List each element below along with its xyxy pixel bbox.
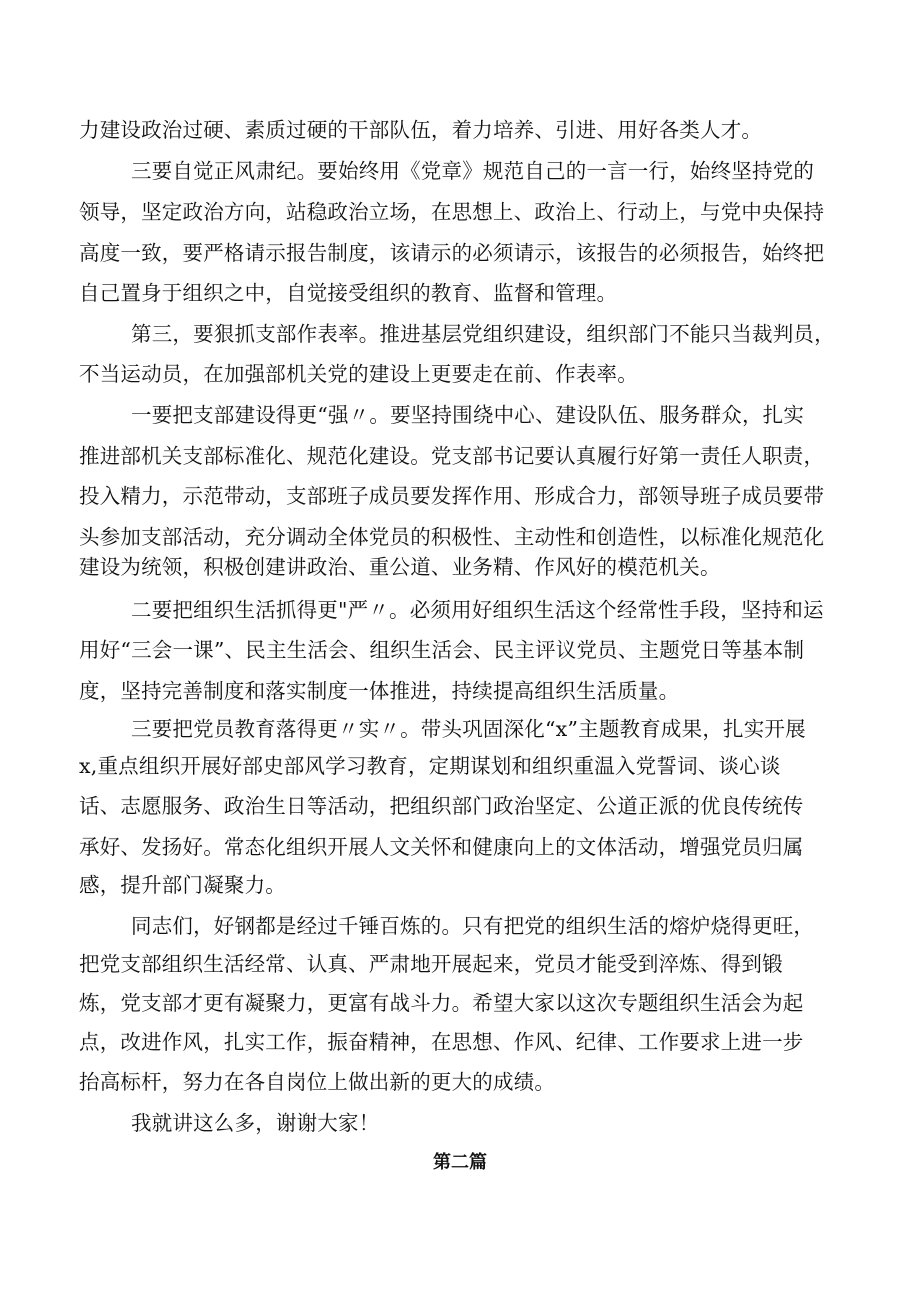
section-heading: 第二篇 <box>433 1152 487 1173</box>
text-line: 投入精力，示范带动，支部班子成员要发挥作用、形成合力，部领导班子成员要带 <box>79 484 825 508</box>
text-line: 炼，党支部才更有凝聚力，更富有战斗力。希望大家以这次专题组织生活会为起 <box>79 991 804 1015</box>
text-line: 三要把党员教育落得更〃实〃。带头巩固深化“x”主题教育成果，扎实开展 <box>131 717 806 741</box>
text-line: 一要把支部建设得更“强〃。要坚持围绕中心、建设队伍、服务群众，扎实 <box>131 403 805 427</box>
text-line: 我就讲这么多，谢谢大家！ <box>131 1111 380 1135</box>
text-line: 同志们，好钢都是经过千锤百炼的。只有把党的组织生活的熔炉烧得更旺， <box>131 914 815 938</box>
text-line: 三要自觉正风肃纪。要始终用《党章》规范自己的一言一行，始终坚持党的 <box>131 159 815 183</box>
text-line: 推进部机关支部标准化、规范化建设。党支部书记要认真履行好第一责任人职责， <box>79 444 825 468</box>
text-line: 承好、发扬好。常态化组织开展人文关怀和健康向上的文体活动，增强党员归属 <box>79 835 804 859</box>
text-line: 高度一致，要严格请示报告制度，该请示的必须请示，该报告的必须报告，始终把 <box>79 241 825 265</box>
text-line: 把党支部组织生活经常、认真、严肃地开展起来，党员才能受到淬炼、得到锻 <box>79 952 783 976</box>
text-line: 抬高标杆，努力在各自岗位上做出新的更大的成绩。 <box>79 1070 556 1094</box>
text-line: 话、志愿服务、政治生日等活动，把组织部门政治坚定、公道正派的优良传统传 <box>79 794 804 818</box>
text-line: 二要把组织生活抓得更"严〃。必须用好组织生活这个经常性手段，坚持和运 <box>131 598 824 622</box>
text-line: 度，坚持完善制度和落实制度一体推进，持续提高组织生活质量。 <box>79 679 680 703</box>
text-line: 不当运动员，在加强部机关党的建设上更要走在前、作表率。 <box>79 362 638 386</box>
text-line: 点，改进作风，扎实工作，振奋精神，在思想、作风、纪律、工作要求上进一步 <box>79 1030 804 1054</box>
text-line: 建设为统领，积极创建讲政治、重公道、业务精、作风好的模范机关。 <box>79 555 721 579</box>
text-line: 领导，坚定政治方向，站稳政治立场，在思想上、政治上、行动上，与党中央保持 <box>79 200 825 224</box>
text-line: x,重点组织开展好部史部风学习教育，定期谋划和组织重温入党誓词、谈心谈 <box>79 754 781 778</box>
text-line: 感，提升部门凝聚力。 <box>79 873 286 897</box>
text-line: 自己置身于组织之中，自觉接受组织的教育、监督和管理。 <box>79 281 618 305</box>
text-line: 用好“三会一课”、民主生活会、组织生活会、民主评议党员、主题党日等基本制 <box>79 638 805 662</box>
text-line: 头参加支部活动，充分调动全体党员的积极性、主动性和创造性，以标准化规范化 <box>79 525 825 549</box>
text-line: 第三，要狠抓支部作表率。推进基层党组织建设，组织部门不能只当裁判员， <box>131 322 835 346</box>
text-line: 力建设政治过硬、素质过硬的干部队伍，着力培养、引进、用好各类人才。 <box>79 118 763 142</box>
